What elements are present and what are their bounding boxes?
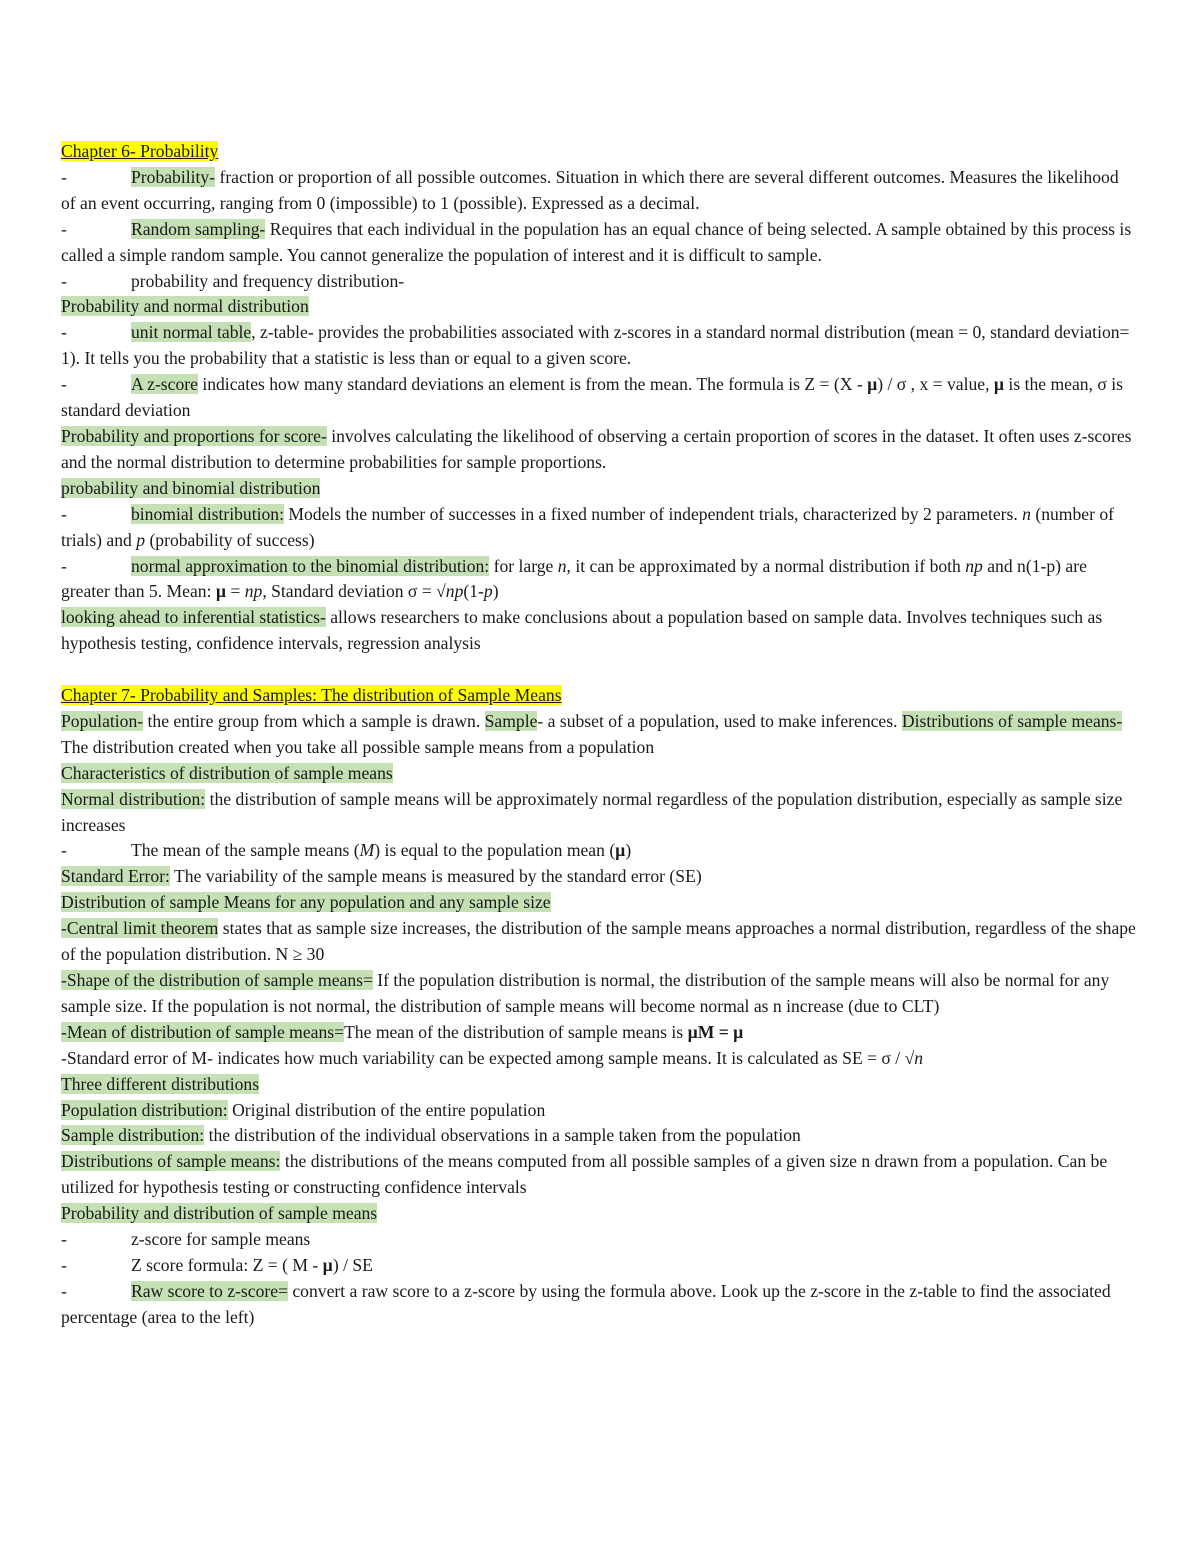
term-population-distribution: Population distribution:	[61, 1099, 228, 1120]
unit-normal-table-item: - unit normal table, z-table- provides the probabilities associated with z-scores in a standard normal distribution (mean = 0, standard deviation= 1). It tells you the probability that a statistic is less than or equal to a given score.	[61, 322, 1130, 369]
section-spacer	[61, 657, 1136, 683]
probability-definition: - Probability- fraction or proportion of all possible outcomes. Situation in which there are several different outcomes. Measures the likelihood of an event occurring, ranging from 0 (impossible) to 1 (possible). Expressed as a decimal.	[61, 166, 1119, 213]
term-population: Population-	[61, 710, 144, 731]
term-random-sampling: Random sampling-	[131, 218, 266, 239]
normal-approximation-item: - normal approximation to the binomial distribution: for large n, it can be approximated by a normal distribution if both np and n(1-p) are greater than 5. Mean: µ = np, Standard deviation σ = √np(1-p)	[61, 555, 1087, 602]
shape-item: -Shape of the distribution of sample means= If the population distribution is normal, the distribution of the sample means will also be normal for any sample size. If the population is not normal, the distribution of sample means will become normal as n increase (due to CLT)	[61, 969, 1110, 1016]
chapter-7-title: Chapter 7- Probability and Samples: The distribution of Sample Means	[61, 685, 562, 706]
term-shape: -Shape of the distribution of sample means=	[61, 969, 373, 990]
random-sampling-definition: - Random sampling- Requires that each individual in the population has an equal chance of being selected. A sample obtained by this process is called a simple random sample. You cannot generalize the population of interest and it is difficult to sample.	[61, 218, 1132, 265]
z-score-sample-means-item: - z-score for sample means	[61, 1229, 311, 1250]
distributions-of-sample-means-item: Distributions of sample means: the distributions of the means computed from all possible samples of a given size n drawn from a population. Can be utilized for hypothesis testing or constructing confidence intervals	[61, 1151, 1108, 1198]
term-inferential-statistics: looking ahead to inferential statistics-	[61, 607, 326, 628]
term-central-limit-theorem: -Central limit theorem	[61, 918, 219, 939]
central-limit-theorem-item: -Central limit theorem states that as sample size increases, the distribution of the sample means approaches a normal distribution, regardless of the shape of the population distribution. N ≥ 30	[61, 918, 1136, 965]
chapter-6-title: Chapter 6- Probability	[61, 141, 219, 161]
term-dsm: Distributions of sample means:	[61, 1151, 281, 1172]
document-page	[61, 139, 1136, 1331]
inferential-statistics-item: looking ahead to inferential statistics- allows researchers to make conclusions about a population based on sample data. Involves techniques such as hypothesis testing, confidence intervals, regression analysis	[61, 607, 1103, 654]
mean-of-sample-means-item: - The mean of the sample means (M) is equal to the population mean (µ)	[61, 840, 632, 861]
term-probability: Probability-	[131, 166, 216, 187]
raw-score-item: - Raw score to z-score= convert a raw score to a z-score by using the formula above. Look up the z-score in the z-table to find the associated percentage (area to the left)	[61, 1280, 1111, 1327]
term-sample: Sample	[484, 710, 538, 731]
term-z-score: A z-score	[131, 374, 198, 395]
term-normal-distribution: Normal distribution:	[61, 788, 206, 809]
standard-error-item: Standard Error: The variability of the sample means is measured by the standard error (SE)	[61, 866, 702, 887]
binomial-heading: probability and binomial distribution	[61, 477, 321, 498]
term-binomial-distribution: binomial distribution:	[131, 503, 284, 524]
term-normal-approximation: normal approximation to the binomial distribution:	[131, 555, 490, 576]
any-population-heading: Distribution of sample Means for any population and any sample size	[61, 892, 551, 913]
z-score-formula-item: - Z score formula: Z = ( M - µ) / SE	[61, 1254, 373, 1275]
normal-distribution-item: Normal distribution: the distribution of sample means will be approximately normal regardless of the population distribution, especially as sample size increases	[61, 788, 1123, 835]
term-mean-of-distribution: -Mean of distribution of sample means=	[61, 1021, 345, 1042]
mean-of-distribution-item: -Mean of distribution of sample means=The mean of the distribution of sample means is µM = µ	[61, 1021, 744, 1042]
population-distribution-item: Population distribution: Original distribution of the entire population	[61, 1099, 546, 1120]
z-score-item: - A z-score indicates how many standard deviations an element is from the mean. The formula is Z = (X - µ) / σ , x = value, µ is the mean, σ is standard deviation	[61, 374, 1123, 421]
three-distributions-heading: Three different distributions	[61, 1073, 260, 1094]
sample-distribution-item: Sample distribution: the distribution of the individual observations in a sample taken from the population	[61, 1125, 801, 1146]
term-distributions-of-sample-means: Distributions of sample means-	[901, 710, 1123, 731]
characteristics-heading: Characteristics of distribution of sample means	[61, 762, 393, 783]
term-sample-distribution: Sample distribution:	[61, 1125, 205, 1146]
population-sample-definitions: Population- the entire group from which a sample is drawn. Sample- a subset of a population, used to make inferences. Distributions of sample means- The distribution created when you take all possible sample means from a population	[61, 710, 1123, 757]
term-unit-normal-table: unit normal table	[131, 322, 252, 343]
term-proportions: Probability and proportions for score-	[61, 425, 327, 446]
normal-distribution-heading: Probability and normal distribution	[61, 296, 309, 317]
probability-dsm-heading: Probability and distribution of sample means	[61, 1203, 378, 1224]
binomial-distribution-item: - binomial distribution: Models the number of successes in a fixed number of independent trials, characterized by 2 parameters. n (number of trials) and p (probability of success)	[61, 503, 1115, 550]
probability-frequency-item: - probability and frequency distribution-	[61, 270, 405, 291]
term-raw-score: Raw score to z-score=	[131, 1280, 288, 1301]
standard-error-of-m-item: -Standard error of M- indicates how much variability can be expected among sample means. It is calculated as SE = σ / √n	[61, 1047, 924, 1068]
term-standard-error: Standard Error:	[61, 866, 170, 887]
proportions-item: Probability and proportions for score- involves calculating the likelihood of observing a certain proportion of scores in the dataset. It often uses z-scores and the normal distribution to determine probabilities for sample proportions.	[61, 425, 1132, 472]
